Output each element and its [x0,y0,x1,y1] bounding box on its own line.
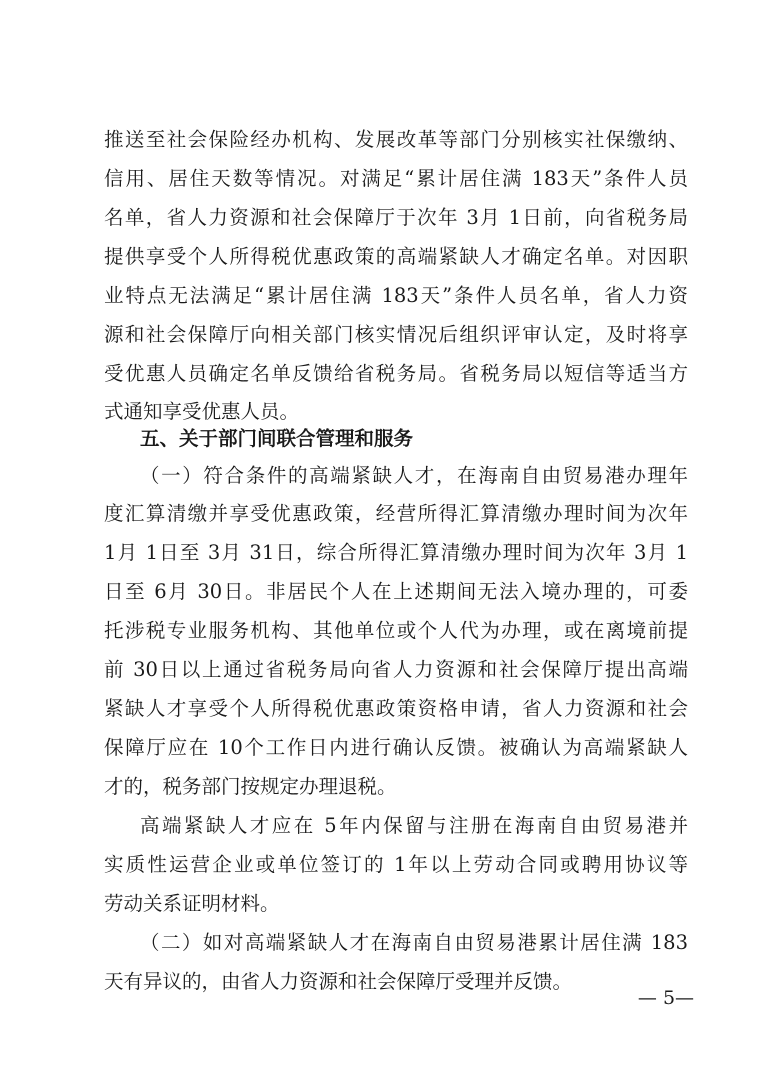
paragraph-line: 受优惠人员确定名单反馈给省税务局。省税务局以短信等适当方 [104,362,688,385]
paragraph-line: 信用、居住天数等情况。对满足“累计居住满 183天”条件人员 [104,167,688,190]
paragraph-line: 提供享受个人所得税优惠政策的高端紧缺人才确定名单。对因职 [104,245,688,268]
paragraph-line: 前 30日以上通过省税务局向省人力资源和社会保障厅提出高端 [104,658,688,681]
paragraph-line: 推送至社会保险经办机构、发展改革等部门分别核实社保缴纳、 [104,128,688,151]
paragraph-line: 劳动关系证明材料。 [104,892,280,915]
paragraph-line: 紧缺人才享受个人所得税优惠政策资格申请，省人力资源和社会 [104,697,688,720]
page-number: — 5— [637,987,695,1009]
paragraph-line: （二）如对高端紧缺人才在海南自由贸易港累计居住满 183 [140,931,688,954]
paragraph-line: 式通知享受优惠人员。 [104,400,300,423]
paragraph-line: 业特点无法满足“累计居住满 183天”条件人员名单，省人力资 [104,284,688,307]
paragraph-line: 高端紧缺人才应在 5年内保留与注册在海南自由贸易港并 [140,814,688,837]
paragraph-line: 托涉税专业服务机构、其他单位或个人代为办理，或在离境前提 [104,619,688,642]
paragraph-line: 度汇算清缴并享受优惠政策，经营所得汇算清缴办理时间为次年 [104,502,688,525]
paragraph-line: 天有异议的，由省人力资源和社会保障厅受理并反馈。 [104,970,573,993]
paragraph-line: 实质性运营企业或单位签订的 1年以上劳动合同或聘用协议等 [104,853,688,876]
paragraph-line: 源和社会保障厅向相关部门核实情况后组织评审认定，及时将享 [104,323,688,346]
paragraph-line: （一）符合条件的高端紧缺人才，在海南自由贸易港办理年 [140,464,688,487]
paragraph-line: 日至 6月 30日。非居民个人在上述期间无法入境办理的，可委 [104,580,688,603]
paragraph-line: 保障厅应在 10个工作日内进行确认反馈。被确认为高端紧缺人 [104,736,688,759]
paragraph-line: 名单，省人力资源和社会保障厅于次年 3月 1日前，向省税务局 [104,206,688,229]
paragraph-line: 1月 1日至 3月 31日，综合所得汇算清缴办理时间为次年 3月 1 [104,541,688,564]
paragraph-line: 才的，税务部门按规定办理退税。 [104,775,397,798]
section-heading: 五、关于部门间联合管理和服务 [140,427,414,450]
